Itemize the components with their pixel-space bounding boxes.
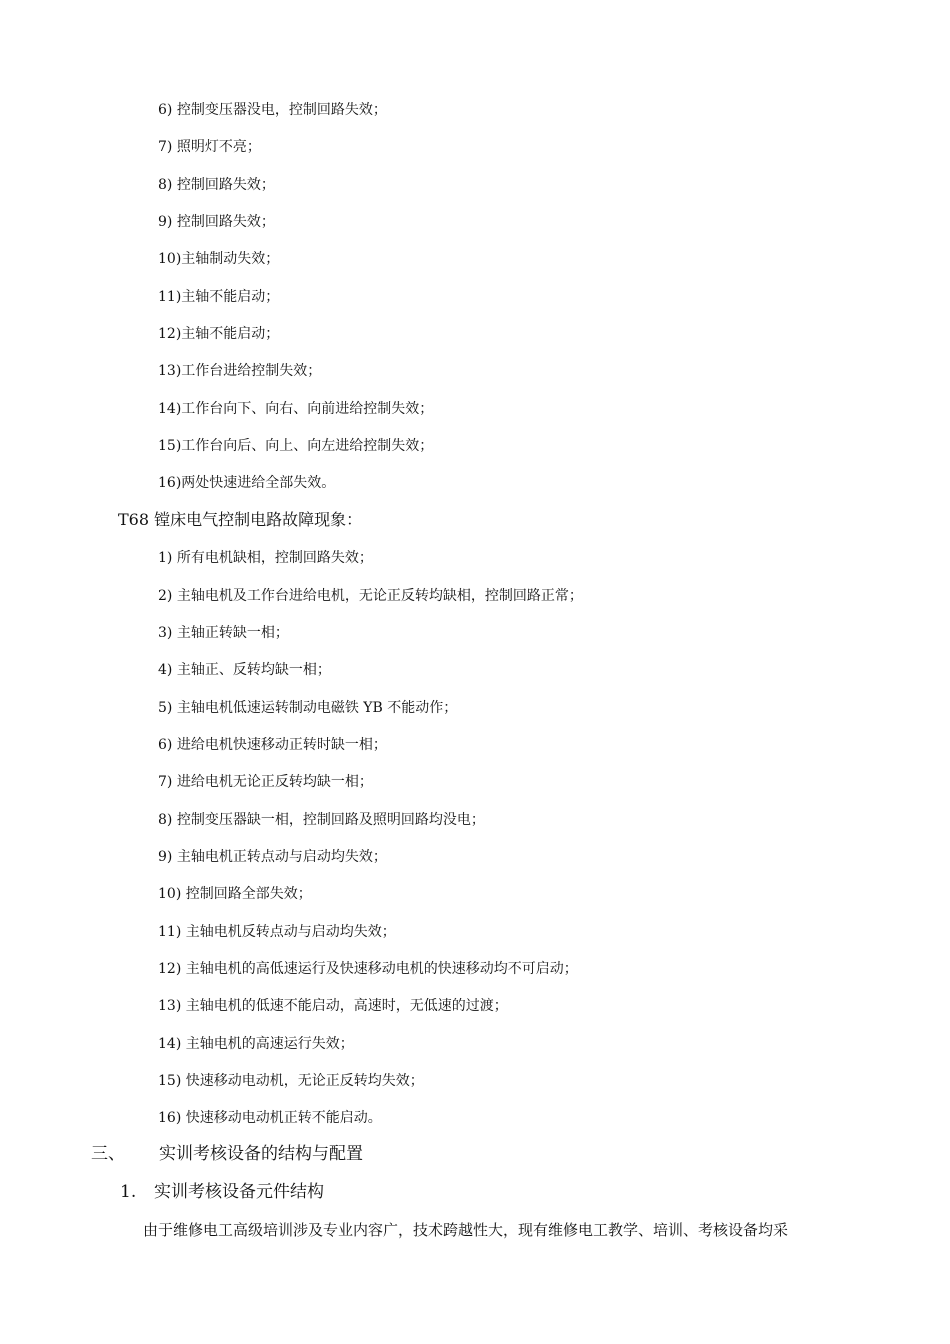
fault-item-b-2: 2) 主轴电机及工作台进给电机，无论正反转均缺相，控制回路正常； xyxy=(158,588,583,604)
fault-item-a-15: 15)工作台向后、向上、向左进给控制失效； xyxy=(158,438,434,454)
body-paragraph: 由于维修电工高级培训涉及专业内容广，技术跨越性大，现有维修电工教学、培训、考核设备均采 xyxy=(143,1221,789,1239)
fault-item-b-11: 11) 主轴电机反转点动与启动均失效； xyxy=(158,924,396,940)
fault-item-a-16: 16)两处快速进给全部失效。 xyxy=(158,475,336,491)
fault-item-a-11: 11)主轴不能启动； xyxy=(158,289,280,305)
fault-item-a-8: 8) 控制回路失效； xyxy=(158,177,275,193)
fault-item-b-9: 9) 主轴电机正转点动与启动均失效； xyxy=(158,849,387,865)
fault-item-a-14: 14)工作台向下、向右、向前进给控制失效； xyxy=(158,401,434,417)
fault-item-b-13: 13) 主轴电机的低速不能启动，高速时，无低速的过渡； xyxy=(158,998,508,1014)
fault-item-a-7: 7) 照明灯不亮； xyxy=(158,139,261,155)
fault-item-a-6: 6) 控制变压器没电，控制回路失效； xyxy=(158,102,387,118)
fault-item-a-12: 12)主轴不能启动； xyxy=(158,326,280,342)
subsection-title: 实训考核设备元件结构 xyxy=(154,1182,324,1202)
fault-item-a-13: 13)工作台进给控制失效； xyxy=(158,363,322,379)
fault-item-b-3: 3) 主轴正转缺一相； xyxy=(158,625,289,641)
fault-item-a-10: 10)主轴制动失效； xyxy=(158,251,280,267)
section-title: 实训考核设备的结构与配置 xyxy=(159,1144,363,1164)
fault-item-b-14: 14) 主轴电机的高速运行失效； xyxy=(158,1036,354,1052)
fault-item-b-5: 5) 主轴电机低速运转制动电磁铁 YB 不能动作； xyxy=(158,700,458,716)
fault-item-b-15: 15) 快速移动电动机，无论正反转均失效； xyxy=(158,1073,424,1089)
subsection-heading xyxy=(120,1180,324,1204)
subsection-number: 1. xyxy=(120,1182,137,1202)
fault-item-b-8: 8) 控制变压器缺一相，控制回路及照明回路均没电； xyxy=(158,812,485,828)
fault-item-b-16: 16) 快速移动电动机正转不能启动。 xyxy=(158,1110,382,1126)
fault-item-b-12: 12) 主轴电机的高低速运行及快速移动电机的快速移动均不可启动； xyxy=(158,961,578,977)
fault-item-a-9: 9) 控制回路失效； xyxy=(158,214,275,230)
fault-item-b-7: 7) 进给电机无论正反转均缺一相； xyxy=(158,774,373,790)
fault-item-b-6: 6) 进给电机快速移动正转时缺一相； xyxy=(158,737,387,753)
section-heading xyxy=(91,1142,363,1166)
fault-item-b-1: 1) 所有电机缺相，控制回路失效； xyxy=(158,550,373,566)
fault-item-b-10: 10) 控制回路全部失效； xyxy=(158,886,312,902)
fault-item-b-4: 4) 主轴正、反转均缺一相； xyxy=(158,662,331,678)
section-number: 三、 xyxy=(91,1144,125,1164)
t68-fault-heading: T68 镗床电气控制电路故障现象： xyxy=(118,510,363,529)
